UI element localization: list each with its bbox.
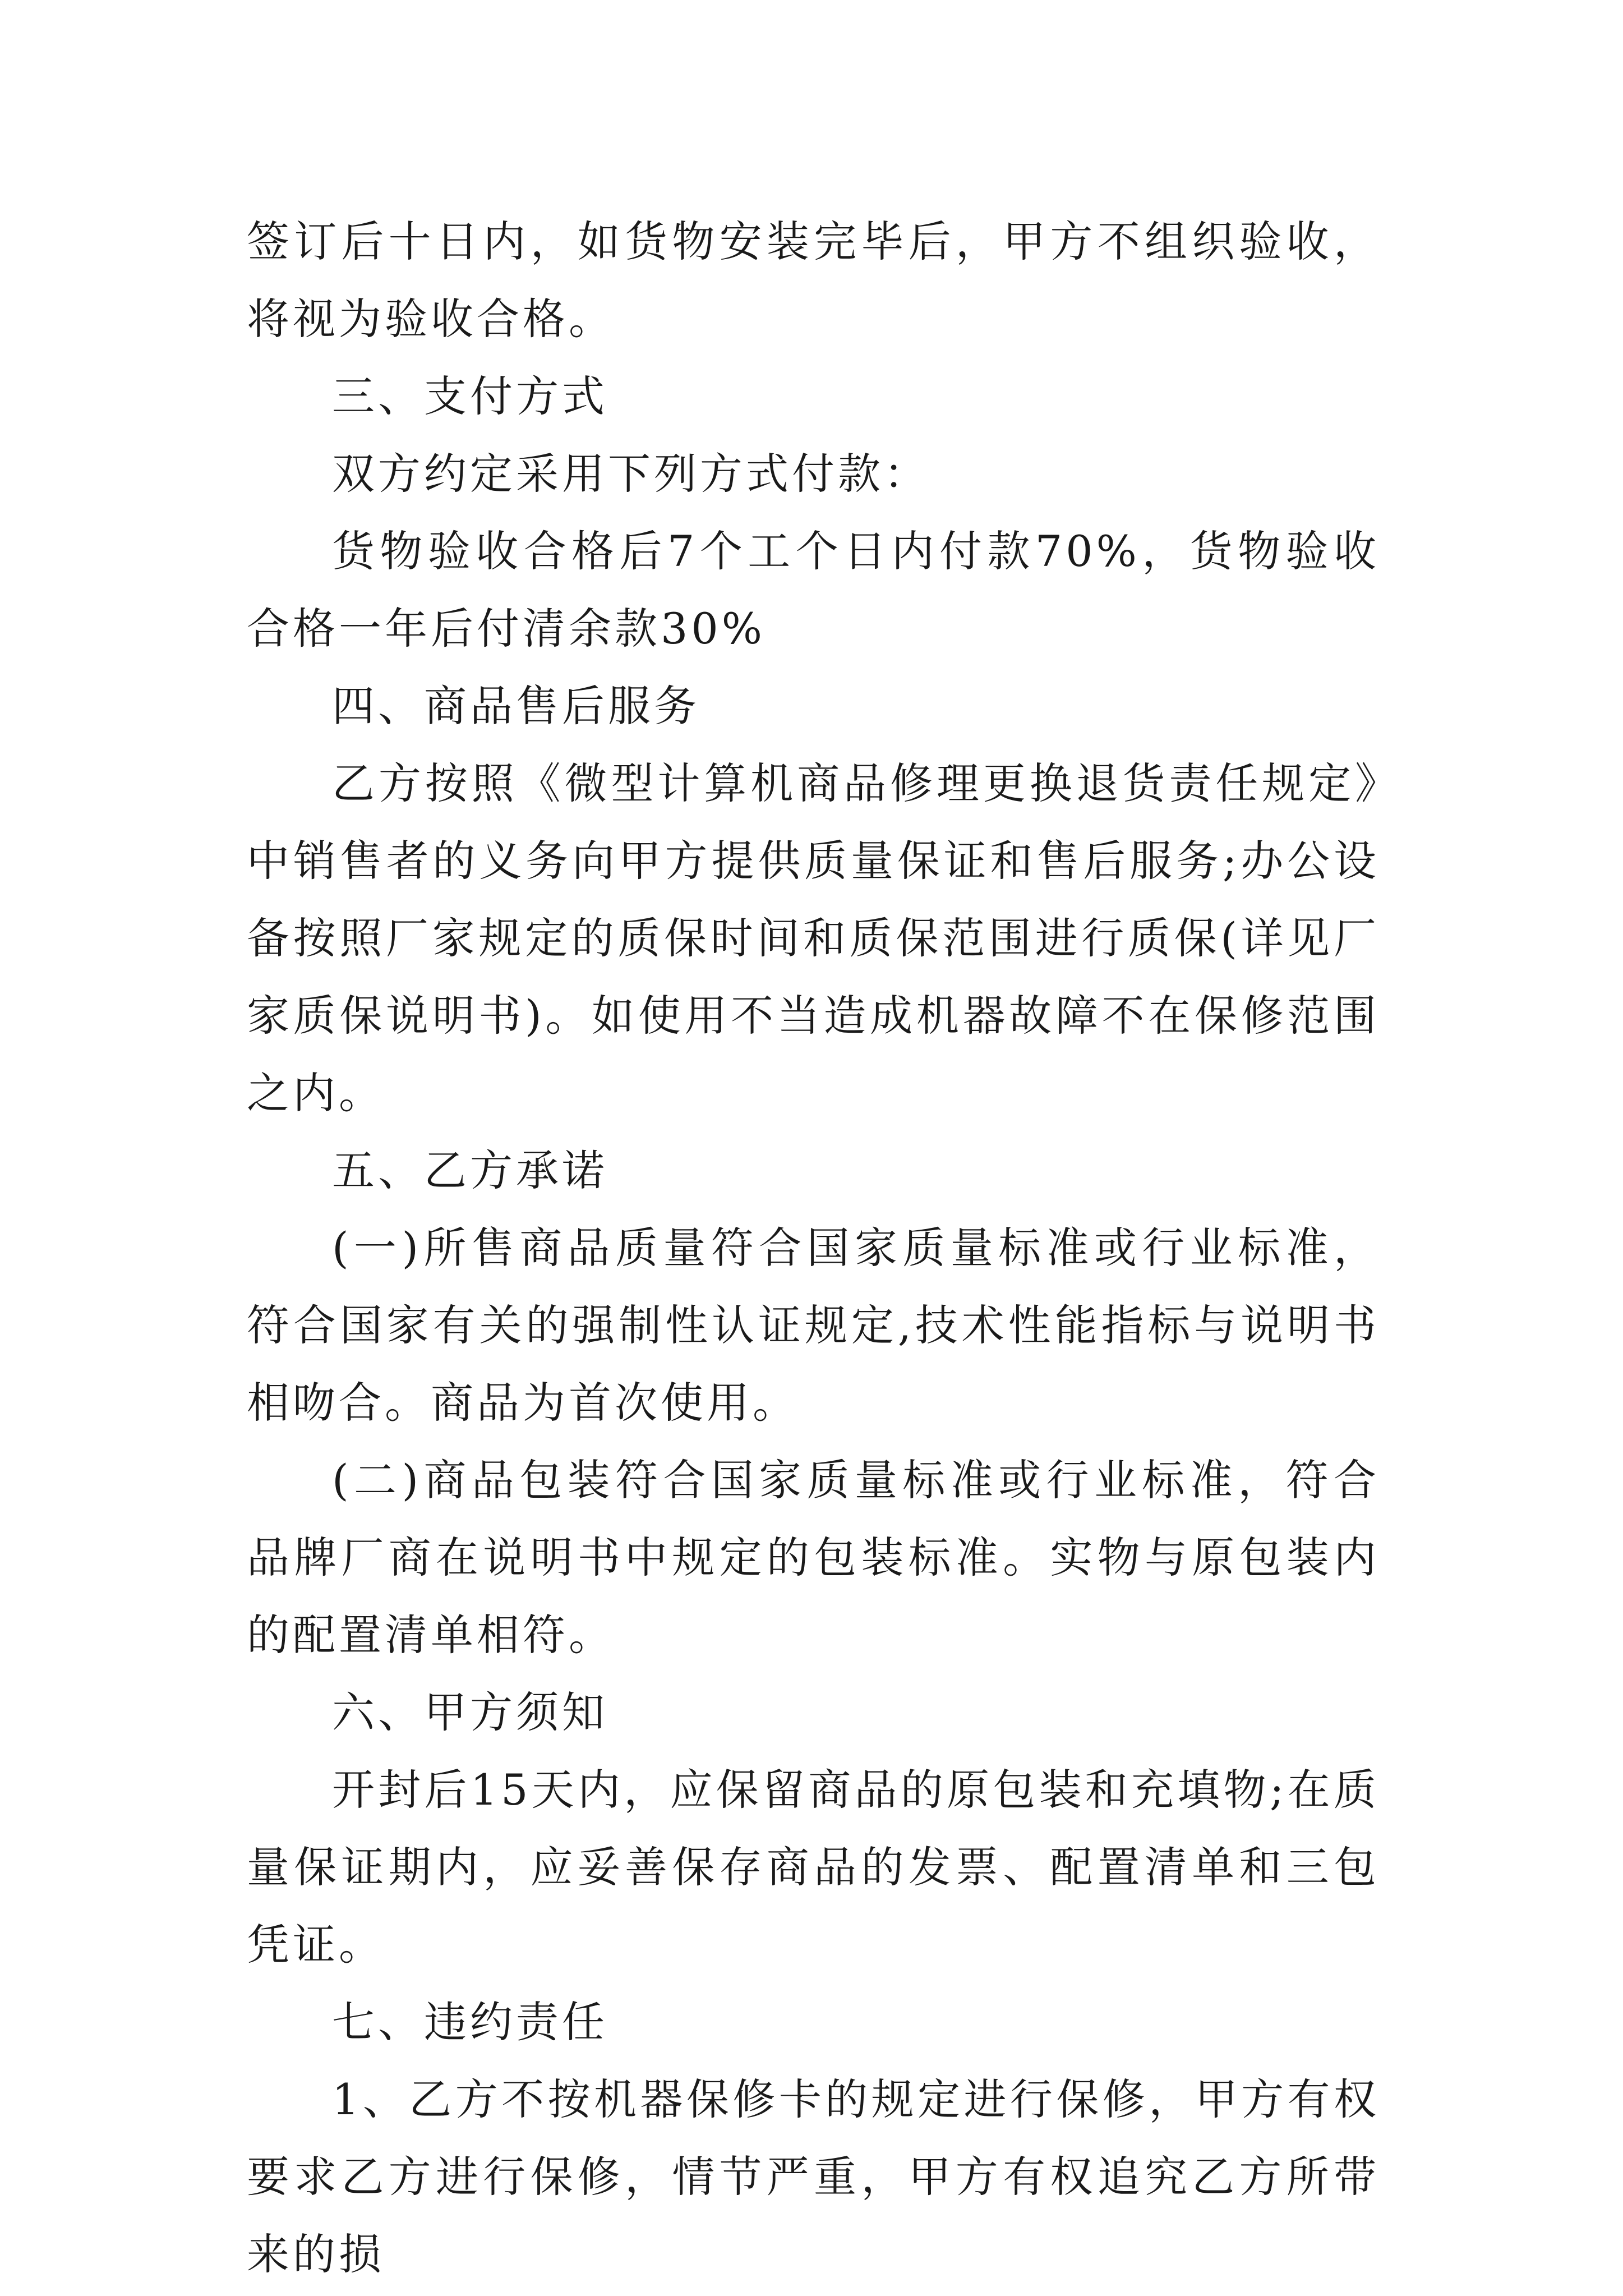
paragraph-party-a-notice: 开封后15天内，应保留商品的原包装和充填物;在质量保证期内，应妥善保存商品的发票、配置清单和三包凭证。 [247,1765,1380,1970]
paragraph-after-sales-service: 乙方按照《微型计算机商品修理更换退货责任规定》中销售者的义务向甲方提供质量保证和售后服务;办公设备按照厂家规定的质保时间和质保范围进行质保(详见厂家质保说明书)。如使用不当造成机器故障不在保修范围之内。 [247,758,1380,1118]
document-body [247,203,1380,2293]
paragraph-acceptance-continuation: 签订后十日内，如货物安装完毕后，甲方不组织验收，将视为验收合格。 [247,217,1380,344]
heading-party-a-notice: 六、甲方须知 [332,1687,608,1737]
heading-after-sales-service: 四、商品售后服务 [332,681,700,731]
paragraph-commitment-quality: (一)所售商品质量符合国家质量标准或行业标准，符合国家有关的强制性认证规定,技术性能指标与说明书相吻合。商品为首次使用。 [247,1223,1380,1428]
paragraph-payment-agreement: 双方约定采用下列方式付款： [332,449,930,499]
heading-breach-liability: 七、违约责任 [332,1997,608,2047]
paragraph-payment-terms: 货物验收合格后7个工个日内付款70%，货物验收合格一年后付清余款30% [247,526,1380,654]
heading-party-b-commitment: 五、乙方承诺 [332,1145,608,1195]
heading-payment-method: 三、支付方式 [332,371,608,421]
paragraph-breach-liability-1: 1、乙方不按机器保修卡的规定进行保修，甲方有权要求乙方进行保修，情节严重，甲方有权追究乙方所带来的损 [247,2074,1380,2279]
paragraph-commitment-packaging: (二)商品包装符合国家质量标准或行业标准，符合品牌厂商在说明书中规定的包装标准。实物与原包装内的配置清单相符。 [247,1455,1380,1660]
